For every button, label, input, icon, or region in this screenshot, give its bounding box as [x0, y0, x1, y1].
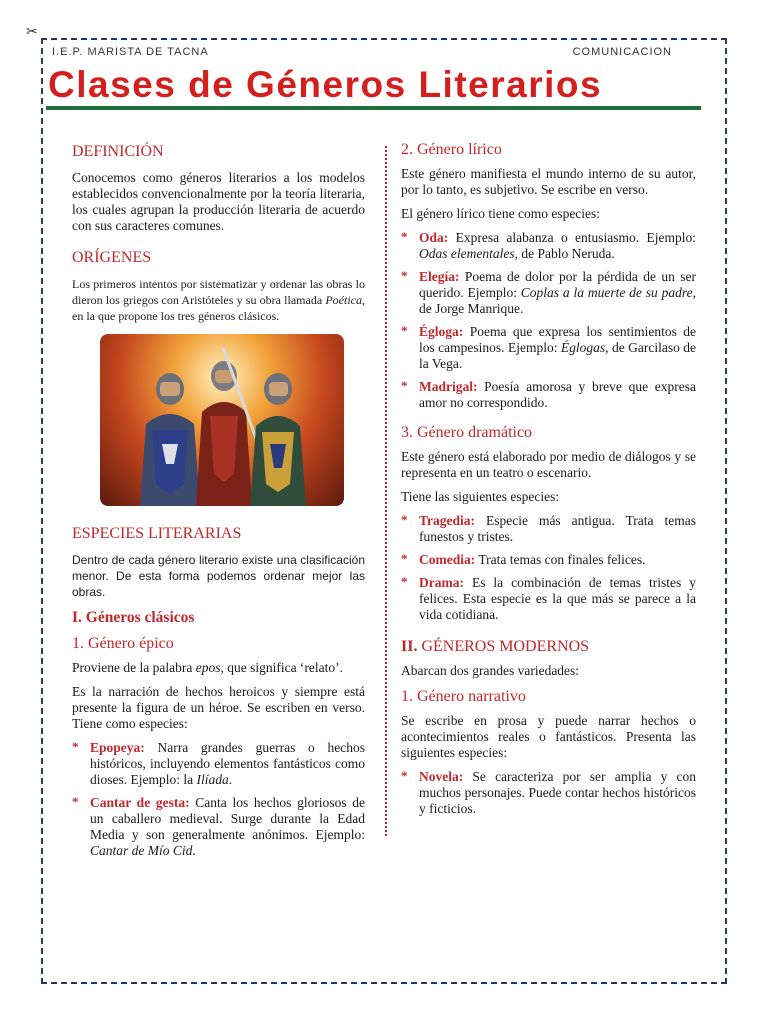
epico-heading: 1. Género épico	[72, 635, 174, 652]
modernos-text: Abarcan dos grandes variedades:	[401, 663, 580, 678]
school-name: I.E.P. MARISTA DE TACNA	[52, 46, 209, 58]
page-title: Clases de Géneros Literarios	[48, 64, 603, 105]
list-item	[401, 513, 696, 545]
list-item	[401, 269, 696, 317]
species-tail: .	[228, 772, 233, 787]
species-work: Églogas,	[560, 340, 609, 355]
lirico-intro: El género lírico tiene como especies:	[401, 206, 601, 221]
asterisk-bullet-icon: *	[401, 268, 408, 283]
species-text: Se caracteriza por ser amplia y con muchos personajes. Puede contar hechos históricos y ficticios.	[419, 769, 696, 816]
list-item	[401, 769, 696, 817]
species-tail: de Pablo Neruda.	[517, 246, 615, 261]
species-term: Elegía:	[419, 269, 460, 284]
species-text: Poema de dolor por la pérdida de un ser querido. Ejemplo:	[419, 269, 696, 300]
origenes-text-before: Los primeros intentos por sistematizar y ordenar las obras lo dieron los griegos con Aristóteles y su obra llamada	[72, 277, 365, 307]
modernos-title: GÉNEROS MODERNOS	[421, 638, 590, 655]
species-term: Oda:	[419, 230, 449, 245]
definicion-heading: DEFINICIÓN	[72, 143, 164, 160]
origenes-text-after: , en la que propone los tres géneros clásicos.	[72, 293, 365, 323]
narrativo-heading: 1. Género narrativo	[401, 688, 526, 705]
species-text: Poema que expresa los sentimientos de los campesinos. Ejemplo:	[419, 324, 696, 355]
especies-text: Dentro de cada género literario existe una clasificación menor. De esta forma podemos ordenar mejor las obras.	[72, 553, 365, 599]
list-item	[401, 230, 696, 262]
subject-name: COMUNICACION	[572, 46, 672, 58]
species-text: Poesía amorosa y breve que expresa amor no correspondido.	[419, 379, 696, 410]
narrativo-species-list	[401, 769, 696, 817]
species-term: Madrigal:	[419, 379, 478, 394]
knight-right-figure	[250, 373, 306, 506]
asterisk-bullet-icon: *	[72, 794, 79, 809]
lirico-text: Este género manifiesta el mundo interno de su autor, por lo tanto, es subjetivo. Se escribe en verso.	[401, 166, 696, 197]
origenes-heading: ORÍGENES	[72, 249, 152, 266]
origenes-text	[72, 276, 365, 324]
list-item	[72, 795, 365, 859]
lirico-heading: 2. Género lírico	[401, 141, 502, 158]
species-tail: de Garcilaso de la Vega.	[419, 340, 696, 371]
epico-origin	[72, 660, 365, 676]
species-work: Odas elementales,	[419, 246, 518, 261]
epico-origin-before: Proviene de la palabra	[72, 660, 196, 675]
narrativo-text: Se escribe en prosa y puede narrar hechos o acontecimientos reales o fantásticos. Presenta las siguientes especies:	[401, 713, 696, 760]
especies-heading: ESPECIES LITERARIAS	[72, 525, 242, 542]
modernos-heading	[401, 639, 696, 655]
list-item	[401, 379, 696, 411]
knights-illustration-svg	[100, 334, 344, 506]
species-term: Tragedia:	[419, 513, 475, 528]
species-work: Cantar de Mío Cid	[90, 843, 193, 858]
definicion-text: Conocemos como géneros literarios a los modelos establecidos convencionalmente por la teoría literaria, los cuales agrupan la producción literaria de acuerdo con sus caracteres comunes.	[72, 170, 365, 233]
list-item	[401, 324, 696, 372]
origenes-work: Poética	[325, 293, 362, 307]
asterisk-bullet-icon: *	[401, 512, 408, 527]
epico-origin-word: epos	[195, 660, 221, 675]
asterisk-bullet-icon: *	[401, 378, 408, 393]
knight-left-figure	[140, 373, 200, 506]
asterisk-bullet-icon: *	[401, 551, 408, 566]
species-text: Es la combinación de temas tristes y felices. Esta especie es la que más se parece a la vida cotidiana.	[419, 575, 696, 622]
epico-text: Es la narración de hechos heroicos y siempre está presente la figura de un héroe. Se escriben en verso. Tiene como especies:	[72, 684, 365, 731]
species-text: Narra grandes guerras o hechos históricos, incluyendo elementos fantásticos como dioses. Ejemplo: la	[90, 740, 365, 787]
list-item	[401, 552, 696, 568]
dramatico-intro: Tiene las siguientes especies:	[401, 489, 560, 504]
lirico-species-list	[401, 230, 696, 411]
title-underline	[46, 106, 701, 110]
asterisk-bullet-icon: *	[72, 739, 79, 754]
knights-illustration	[100, 334, 344, 506]
species-term: Epopeya:	[90, 740, 145, 755]
column-divider	[385, 146, 387, 836]
dramatico-heading: 3. Género dramático	[401, 424, 533, 441]
species-tail: .	[192, 843, 196, 858]
right-column	[401, 138, 696, 825]
scissors-icon: ✂	[26, 24, 38, 40]
dramatico-species-list	[401, 513, 696, 623]
clasicos-heading: I. Géneros clásicos	[72, 609, 195, 626]
species-text: Canta los hechos gloriosos de un caballero medieval. Surge durante la Edad Media y son generalmente anónimos. Ejemplo:	[90, 795, 365, 842]
asterisk-bullet-icon: *	[401, 768, 408, 783]
species-term: Égloga:	[419, 324, 464, 339]
asterisk-bullet-icon: *	[401, 323, 408, 338]
epico-origin-after: , que significa ‘relato’.	[220, 660, 344, 675]
species-work: Ilíada	[196, 772, 229, 787]
list-item	[401, 575, 696, 623]
species-tail: , de Jorge Manrique.	[419, 285, 696, 316]
species-term: Drama:	[419, 575, 464, 590]
list-item	[72, 740, 365, 788]
epico-species-list	[72, 740, 365, 859]
species-text: Especie más antigua. Trata temas funestos y tristes.	[419, 513, 696, 544]
asterisk-bullet-icon: *	[401, 574, 408, 589]
species-term: Novela:	[419, 769, 464, 784]
species-text: Expresa alabanza o entusiasmo. Ejemplo:	[448, 230, 696, 245]
species-term: Comedia:	[419, 552, 476, 567]
left-column	[72, 138, 365, 867]
species-work: Coplas a la muerte de su padre	[520, 285, 693, 300]
dramatico-text: Este género está elaborado por medio de diálogos y se representa en un teatro o escenario.	[401, 449, 696, 480]
asterisk-bullet-icon: *	[401, 229, 408, 244]
species-term: Cantar de gesta:	[90, 795, 190, 810]
modernos-number: II.	[401, 638, 418, 655]
species-text: Trata temas con finales felices.	[475, 552, 646, 567]
